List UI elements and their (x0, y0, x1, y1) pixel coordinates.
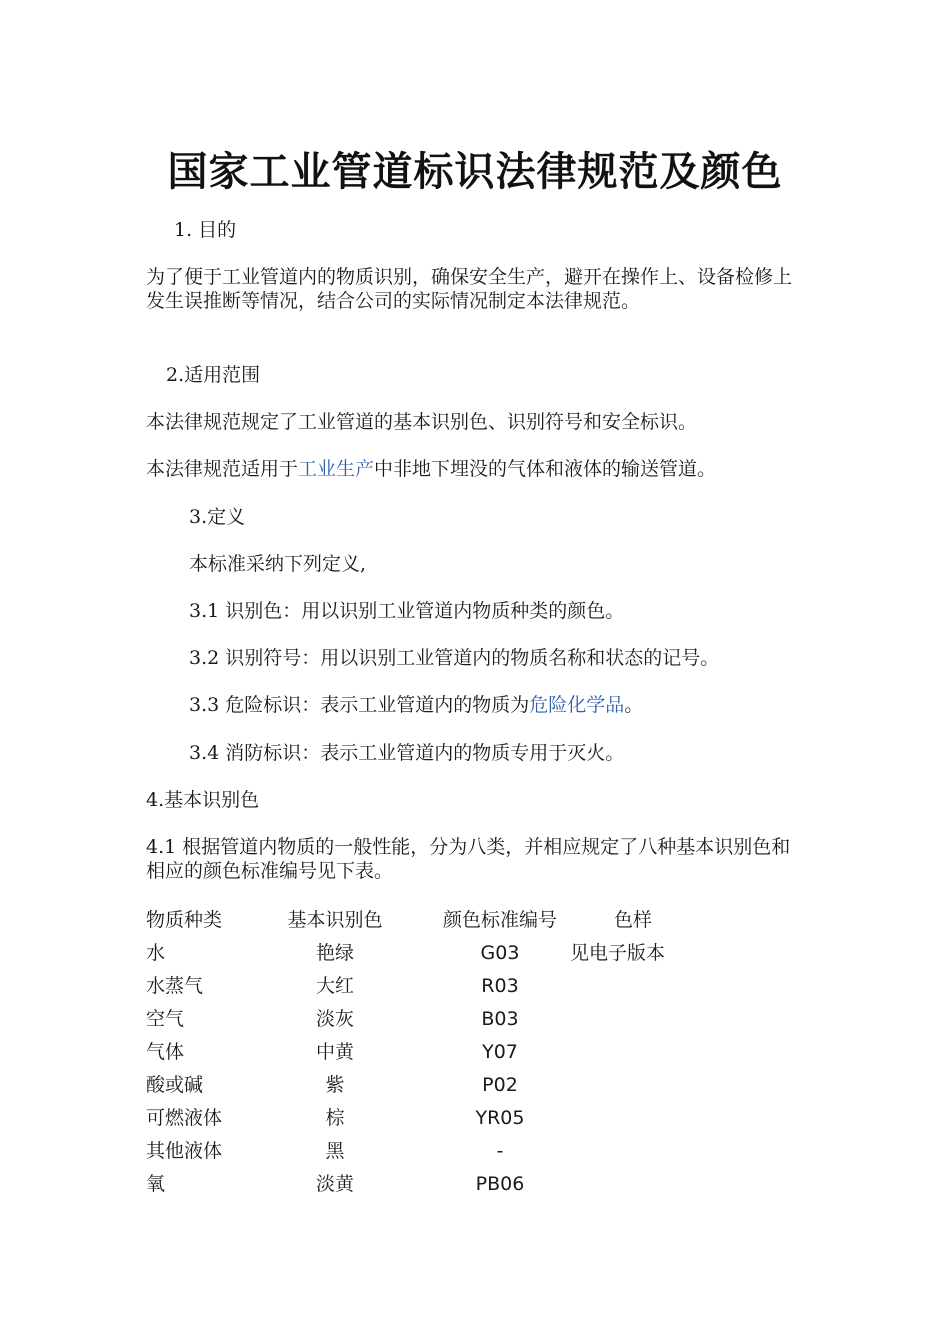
cell-basic-color: 艳绿 (315, 942, 354, 964)
cell-substance: 空气 (146, 1008, 185, 1030)
definition-3-4: 3.4 消防标识：表示工业管道内的物质专用于灭火。 (189, 742, 625, 764)
definition-3-3-pre: 3.3 危险标识：表示工业管道内的物质为 (189, 694, 530, 716)
cell-basic-color: 黑 (325, 1140, 345, 1162)
cell-color-code: R03 (481, 975, 519, 997)
cell-color-code: - (496, 1140, 504, 1162)
section-4-heading: 4.基本识别色 (146, 789, 260, 811)
definition-3-2: 3.2 识别符号：用以识别工业管道内的物质名称和状态的记号。 (189, 647, 720, 669)
cell-basic-color: 大红 (315, 975, 354, 997)
cell-color-sample: 见电子版本 (570, 942, 666, 964)
cell-basic-color: 淡灰 (315, 1008, 354, 1030)
hazardous-chemicals-link[interactable]: 危险化学品 (529, 694, 625, 716)
cell-substance: 水蒸气 (146, 975, 204, 997)
section-2-body-2-pre: 本法律规范适用于 (146, 458, 299, 480)
cell-substance: 水 (146, 942, 166, 964)
cell-basic-color: 紫 (325, 1074, 345, 1096)
cell-substance: 可燃液体 (146, 1107, 223, 1129)
document-title: 国家工业管道标识法律规范及颜色 (167, 148, 783, 195)
cell-substance: 气体 (146, 1041, 185, 1063)
section-2-body-2 (146, 457, 716, 481)
header-color-sample: 色样 (614, 909, 653, 931)
section-3-heading: 3.定义 (189, 506, 246, 528)
header-color-code: 颜色标准编号 (442, 909, 557, 931)
cell-basic-color: 淡黄 (315, 1173, 354, 1195)
cell-color-code: P02 (482, 1074, 518, 1096)
section-2-heading: 2.适用范围 (166, 364, 261, 386)
cell-basic-color: 棕 (325, 1107, 345, 1129)
definition-3-1: 3.1 识别色：用以识别工业管道内物质种类的颜色。 (189, 600, 625, 622)
cell-color-code: Y07 (482, 1041, 518, 1063)
definition-3-3 (189, 693, 643, 717)
cell-substance: 酸或碱 (146, 1074, 204, 1096)
section-1-heading: 1. 目的 (174, 219, 237, 241)
cell-substance: 其他液体 (146, 1140, 223, 1162)
section-4-1-body: 4.1 根据管道内物质的一般性能，分为八类，并相应规定了八种基本识别色和相应的颜色标准编号见下表。 (146, 836, 791, 882)
cell-substance: 氧 (146, 1173, 166, 1195)
section-1-body: 为了便于工业管道内的物质识别，确保安全生产，避开在操作上、设备检修上发生误推断等情况，结合公司的实际情况制定本法律规范。 (146, 266, 793, 312)
cell-basic-color: 中黄 (315, 1041, 354, 1063)
section-3-intro: 本标准采纳下列定义, (189, 553, 367, 575)
section-2-body-2-post: 中非地下埋没的气体和液体的输送管道。 (374, 458, 717, 480)
cell-color-code: YR05 (475, 1107, 525, 1129)
header-substance: 物质种类 (146, 909, 223, 931)
header-basic-color: 基本识别色 (287, 909, 383, 931)
cell-color-code: G03 (480, 942, 520, 964)
cell-color-code: PB06 (475, 1173, 525, 1195)
cell-color-code: B03 (481, 1008, 519, 1030)
industrial-production-link[interactable]: 工业生产 (298, 458, 375, 480)
section-2-body-1: 本法律规范规定了工业管道的基本识别色、识别符号和安全标识。 (146, 411, 698, 433)
definition-3-3-post: 。 (624, 694, 644, 716)
